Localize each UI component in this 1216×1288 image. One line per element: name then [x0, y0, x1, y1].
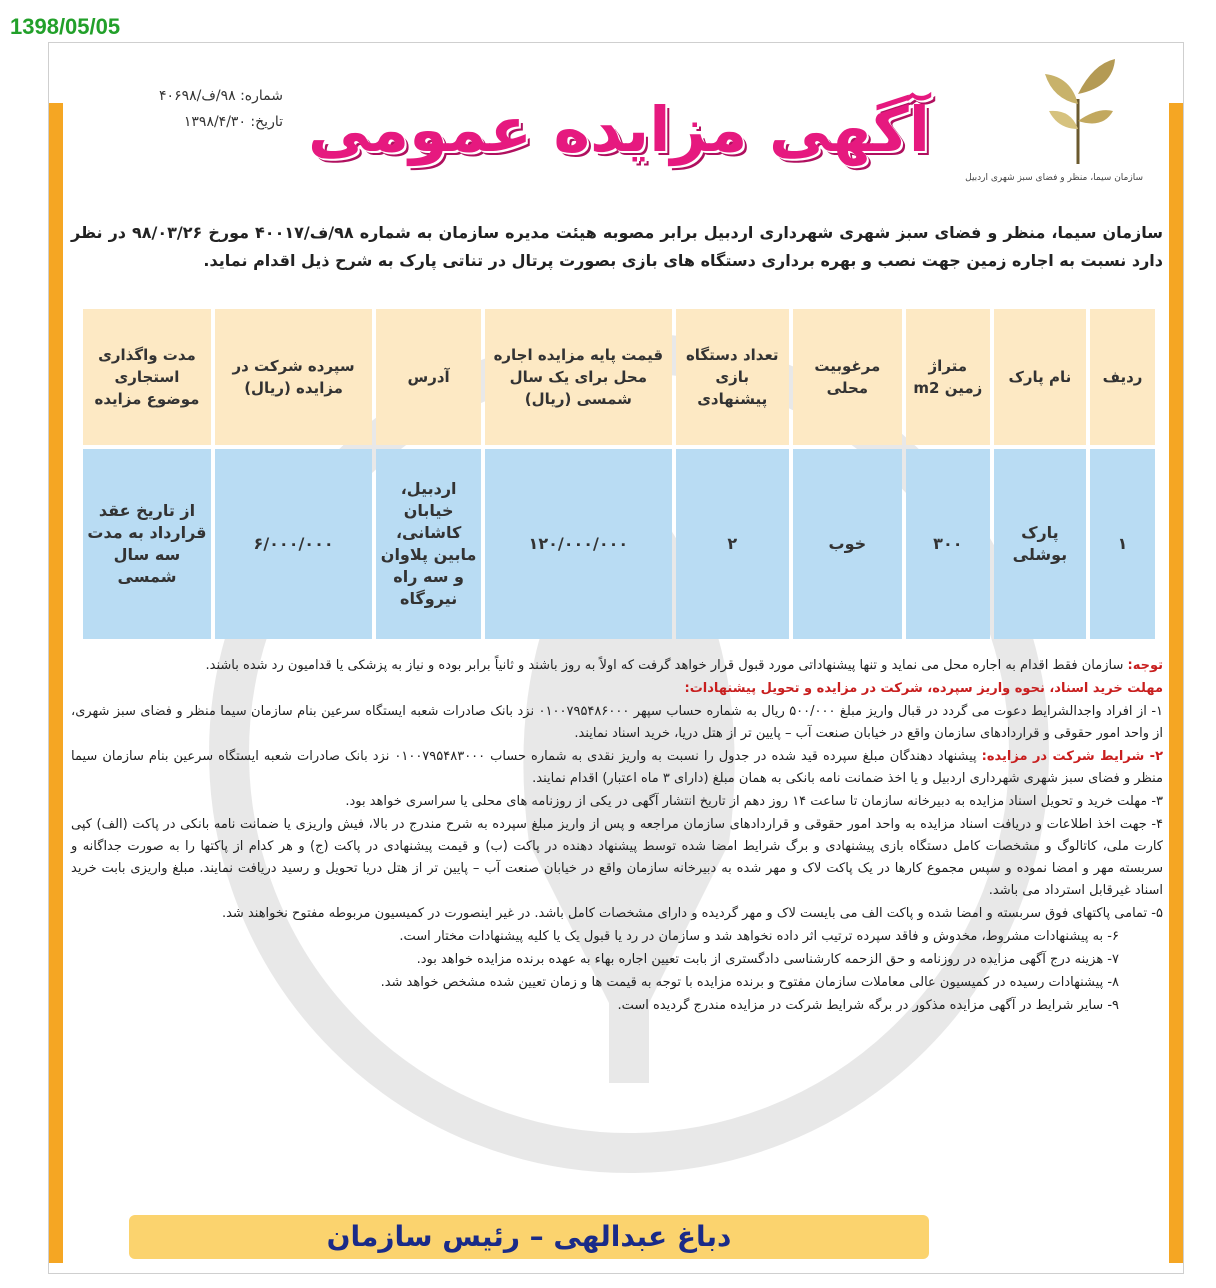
col-location-quality: مرغوبیت محلی — [793, 309, 902, 445]
col-park-name: نام پارک — [994, 309, 1086, 445]
organization-logo — [965, 49, 1143, 189]
note-paragraph — [71, 655, 1163, 677]
page-title: آگهی مزایده عمومی — [308, 93, 930, 166]
reference-block — [63, 83, 283, 135]
col-row-number: ردیف — [1090, 309, 1155, 445]
col-area: متراژ زمین m2 — [906, 309, 990, 445]
cell-area: ۳۰۰ — [906, 449, 990, 639]
cell-address: اردبیل، خیابان کاشانی، مابین پلاوان و سه راه نیروگاه — [376, 449, 481, 639]
right-orange-border — [1169, 103, 1183, 1263]
intro-paragraph: سازمان سیما، منظر و فضای سبز شهری شهرداری اردبیل برابر مصوبه هیئت مدیره سازمان به شماره ۹۸/ف/۴۰۰۱۷ مورخ ۹۸/۰۳/۲۶ در نظر دارد نسبت به اجاره زمین جهت نصب و بهره برداری دستگاه های بازی بصورت پرتال در تناتی پارک به شرح ذیل اقدام نماید. — [71, 223, 1163, 270]
condition-item-2-text: پیشنهاد دهندگان مبلغ سپرده قید شده در جدول را نسبت به واریز نقدی به شماره حساب ۰۱۰۰۷۹۵۴۸۳۰۰۰ نزد بانک صادرات شعبه ایستگاه سرعین بنام سازمان سیما منظر و فضای سبز شهری شهرداری اردبیل و یا اخذ ضمانت نامه بانکی به همان مبلغ (دارای ۳ ماه اعتبار) اقدام نمایند. — [71, 749, 1163, 786]
cell-device-count: ۲ — [676, 449, 789, 639]
cell-park-name: پارک بوشلی — [994, 449, 1086, 639]
table-row — [83, 449, 1155, 639]
condition-item-7: ۷- هزینه درج آگهی مزایده در روزنامه و حق الزحمه کارشناسی دادگستری از بابت تعیین اجاره بهاء به عهده برنده مزایده خواهد بود. — [416, 952, 1119, 967]
cell-row-number: ۱ — [1090, 449, 1155, 639]
auction-table — [79, 305, 1159, 643]
reference-date: تاریخ: ۱۳۹۸/۴/۳۰ — [183, 114, 283, 130]
sapling-icon — [1033, 49, 1123, 169]
note-text: سازمان فقط اقدام به اجاره محل می نماید و تنها پیشنهاداتی مورد قبول قرار خواهد گرفت که اولاً به روز باشند و ثانیاً برابر بوده و نیاز به پزشکی یا قدامیون رد شده باشند. — [205, 658, 1124, 673]
col-deposit: سپرده شرکت در مزایده (ریال) — [215, 309, 372, 445]
condition-item-5: ۵- تمامی پاکتهای فوق سربسته و امضا شده و پاکت الف می بایست لاک و مهر گردیده و دارای مشخصات کامل باشد. در غیر اینصورت در کمیسیون مربوطه مفتوح نخواهند شد. — [221, 906, 1163, 921]
date-stamp: 1398/05/05 — [10, 14, 121, 39]
condition-item-9: ۹- سایر شرایط در آگهی مزایده مذکور در برگه شرایط شرکت در مزایده مندرج گردیده است. — [617, 998, 1119, 1013]
col-base-price: قیمت پایه مزایده اجاره محل برای یک سال شمسی (ریال) — [485, 309, 672, 445]
cell-location-quality: خوب — [793, 449, 902, 639]
condition-item-4: ۴- جهت اخذ اطلاعات و دریافت اسناد مزایده به واحد امور حقوقی و قراردادهای سازمان مراجعه و پس از واریز مبلغ سپرده به شرح مندرج در بالا، فیش واریزی یا ضمانت نامه بانکی در پاکت (الف) کپی کارت ملی، کاتالوگ و مشخصات کامل دستگاه بازی پیشنهادی و برگ شرایط امضا شده توسط پیشنهاد دهنده در پاکت (ب) و قیمت پیشنهادی در پاکت (ج) و هر کدام از پاکتها را به صورت جداگانه و سربسته مهر و امضا نموده و سپس مجموع کارها در یک پاکت لاک و مهر شده به دبیرخانه سازمان واقع در خیابان صنعت آب – پایین تر از هتل دریا تحویل و رسید دریافت نمایند. مبلغ واریزی بابت خرید اسناد غیرقابل استرداد می باشد. — [71, 817, 1163, 898]
col-device-count: تعداد دستگاه بازی پیشنهادی — [676, 309, 789, 445]
logo-caption: سازمان سیما، منظر و فضای سبز شهری اردبیل — [965, 173, 1143, 183]
notice-frame — [48, 42, 1184, 1274]
condition-item-6: ۶- به پیشنهادات مشروط، مخدوش و فاقد سپرده ترتیب اثر داده نخواهد شد و سازمان در رد یا قبول یک یا کلیه پیشنهادات مختار است. — [399, 929, 1119, 944]
condition-item-1: ۱- از افراد واجدالشرایط دعوت می گردد در قبال واریز مبلغ ۵۰۰/۰۰۰ ریال به شماره حساب سپهر ۰۱۰۰۷۹۵۴۸۶۰۰۰ نزد بانک صادرات شعبه ایستگاه سرعین بنام سازمان سیما منظر و فضای سبز شهری، از واحد امور حقوقی و قراردادهای سازمان واقع در خیابان صنعت آب – پایین تر از هتل دریا، خرید اسناد نمایند. — [71, 704, 1163, 741]
col-lease-term: مدت واگذاری استجاری موضوع مزایده — [83, 309, 211, 445]
conditions-section — [71, 655, 1163, 1018]
cell-deposit: ۶/۰۰۰/۰۰۰ — [215, 449, 372, 639]
cell-base-price: ۱۲۰/۰۰۰/۰۰۰ — [485, 449, 672, 639]
condition-item-8: ۸- پیشنهادات رسیده در کمیسیون عالی معاملات سازمان مفتوح و برنده مزایده با توجه به قیمت ها و زمان تعیین شده مشخص خواهد شد. — [380, 975, 1119, 990]
signature-bar: دباغ عبدالهی – رئیس سازمان — [129, 1215, 929, 1259]
condition-item-2 — [71, 746, 1163, 790]
condition-item-3: ۳- مهلت خرید و تحویل اسناد مزایده به دبیرخانه سازمان تا ساعت ۱۴ روز دهم از تاریخ انتشار آگهی در یکی از روزنامه های محلی یا سراسری خواهد بود. — [345, 794, 1163, 809]
table-header-row — [83, 309, 1155, 445]
reference-number: شماره: ۹۸/ف/۴۰۶۹۸ — [159, 88, 283, 104]
col-address: آدرس — [376, 309, 481, 445]
condition-item-2-label: ۲- شرایط شرکت در مزایده: — [981, 749, 1163, 764]
left-orange-border — [49, 103, 63, 1263]
deadline-heading: مهلت خرید اسناد، نحوه واریز سپرده، شرکت در مزایده و تحویل پیشنهادات: — [684, 681, 1163, 696]
note-label: توجه: — [1127, 658, 1163, 673]
cell-lease-term: از تاریخ عقد قرارداد به مدت سه سال شمسی — [83, 449, 211, 639]
